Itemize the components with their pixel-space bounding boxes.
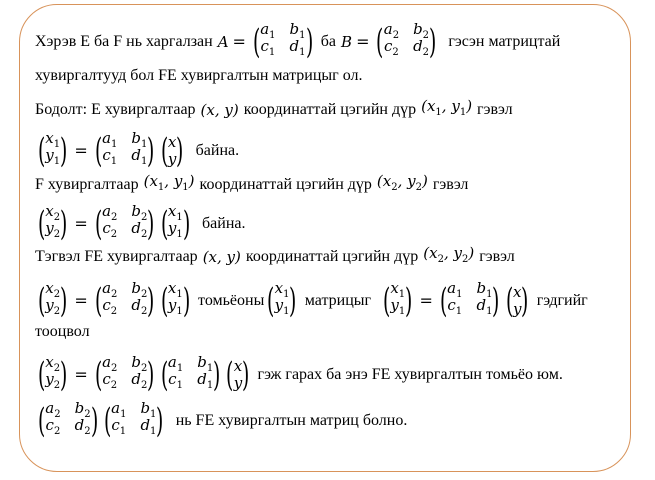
vector-xy: ( x y ) <box>160 131 184 171</box>
line-10-text: гэж гарах ба энэ FE хувиргалтын томьёо юм. <box>257 366 563 383</box>
vector-x1y1: ( $x_1$ $y_1$ ) <box>37 129 68 171</box>
line-7-x2y2: ($x_2$, $y_2$) <box>423 244 475 265</box>
matrix-A: ( $a_1$ $b_1$ $c_1$ $d_1$ ) <box>252 20 313 62</box>
matrix-A-2: ( $a_1$ $b_1$ $c_1$ $d_1$ ) <box>94 129 155 171</box>
line-3-text-a: Бодолт: E хувиргалтаар <box>35 100 196 118</box>
line-7-text-a: Тэгвэл FE хувиргалтаар <box>35 247 198 265</box>
line-7 <box>35 243 515 270</box>
line-5 <box>35 171 468 198</box>
vector-x1y1-2: ( $x_1$ $y_1$ ) <box>160 202 191 244</box>
line-3-xy: (x, y) <box>200 100 239 119</box>
line-4: ( $x_1$ $y_1$ ) = ( $a_1$ $b_1$ $c_1$ $d_1$ ) ( x y ) байна. <box>35 133 239 169</box>
line-5-text-a: F хувиргалтаар <box>35 175 139 193</box>
matrix-A-3: ( $a_1$ $b_1$ $c_1$ $d_1$ ) <box>439 279 500 321</box>
matrix-B: ( $a_2$ $b_2$ $c_2$ $d_2$ ) <box>376 20 437 62</box>
line-1-text-c: гэсэн матрицтай <box>448 33 561 50</box>
line-5-x2y2: ($x_2$, $y_2$) <box>376 172 428 193</box>
vector-xy-3: ( x y ) <box>226 355 250 395</box>
line-6: ( $x_2$ $y_2$ ) = ( $a_2$ $b_2$ $c_2$ $d_2$ ) ( $x_1$ $y_1$ ) байна. <box>35 206 246 242</box>
matrix-B-2: ( $a_2$ $b_2$ $c_2$ $d_2$ ) <box>94 202 155 244</box>
line-2-text: хувиргалтууд бол FE хувиргалтын матрицыг ол. <box>35 67 363 84</box>
matrix-B-symbol: B <box>341 33 353 51</box>
vector-x2y2-3: ( $x_2$ $y_2$ ) <box>37 353 68 395</box>
line-8-text-a: томьёоны <box>198 292 265 309</box>
line-2 <box>35 66 363 86</box>
line-1: Хэрэв E ба F нь харгалзан A = ( $a_1$ $b_1$ $c_1$ $d_1$ ) ба B = ( $a_2$ $b_2$ $c_2$ $d_2$ ) гэсэн матрицтай <box>35 20 561 62</box>
line-5-x1y1: ($x_1$, $y_1$) <box>143 172 195 193</box>
matrix-B-4: ( $a_2$ $b_2$ $c_2$ $d_2$ ) <box>94 353 155 395</box>
line-1-text-a: Хэрэв E ба F нь харгалзан <box>35 33 213 50</box>
vector-xy-2: ( x y ) <box>505 281 529 321</box>
line-7-text-c: гэвэл <box>479 247 515 265</box>
line-3-x1y1: ($x_1$, $y_1$) <box>421 97 473 118</box>
line-11 <box>35 399 408 441</box>
vector-x2y2: ( $x_2$ $y_2$ ) <box>37 202 68 244</box>
line-3-text-b: координаттай цэгийн дүр <box>243 100 417 118</box>
line-9-text: тооцвол <box>35 323 90 340</box>
line-8-text-c: гэдгийг <box>536 292 588 309</box>
matrix-A-symbol: A <box>217 33 229 51</box>
line-8-text-b: матрицыг <box>304 292 372 309</box>
line-1-text-b: ба <box>320 33 337 50</box>
matrix-A-4: ( $a_1$ $b_1$ $c_1$ $d_1$ ) <box>160 353 221 395</box>
line-8: ( $x_2$ $y_2$ ) = ( $a_2$ $b_2$ $c_2$ $d_2$ ) ( $x_1$ $y_1$ ) томьёоны ( $x_1$ $y_1$ ) матрицыг ( $x_1$ $y_1$ ) = ( $a_1$ $b_1$ $c_1$ $d_1$ ) ( x y ) гэдгийг <box>35 283 588 319</box>
vector-x1y1-5: ( $x_1$ $y_1$ ) <box>383 279 413 321</box>
vector-x1y1-4: ( $x_1$ $y_1$ ) <box>267 279 297 321</box>
matrix-B-3: ( $a_2$ $b_2$ $c_2$ $d_2$ ) <box>94 279 155 321</box>
line-3 <box>35 96 513 123</box>
line-5-text-b: координаттай цэгийн дүр <box>199 175 372 193</box>
vector-x2y2-2: ( $x_2$ $y_2$ ) <box>37 279 68 321</box>
vector-x1y1-3: ( $x_1$ $y_1$ ) <box>160 279 191 321</box>
line-11-text: нь FE хувиргалтын матриц болно. <box>175 412 408 429</box>
line-7-text-b: координаттай цэгийн дүр <box>245 247 419 265</box>
line-5-text-c: гэвэл <box>432 175 469 193</box>
line-6-text: байна. <box>202 215 246 232</box>
line-9 <box>35 322 90 342</box>
matrix-B-5: ( $a_2$ $b_2$ $c_2$ $d_2$ ) <box>37 399 98 441</box>
line-3-text-c: гэвэл <box>477 100 513 118</box>
line-4-text: байна. <box>195 142 240 159</box>
line-7-xy: (x, y) <box>202 247 241 266</box>
matrix-A-5: ( $a_1$ $b_1$ $c_1$ $d_1$ ) <box>103 399 164 441</box>
line-10: ( $x_2$ $y_2$ ) = ( $a_2$ $b_2$ $c_2$ $d_2$ ) ( $a_1$ $b_1$ $c_1$ $d_1$ ) ( x y ) гэж гарах ба энэ FE хувиргалтын томьёо юм. <box>35 357 563 393</box>
